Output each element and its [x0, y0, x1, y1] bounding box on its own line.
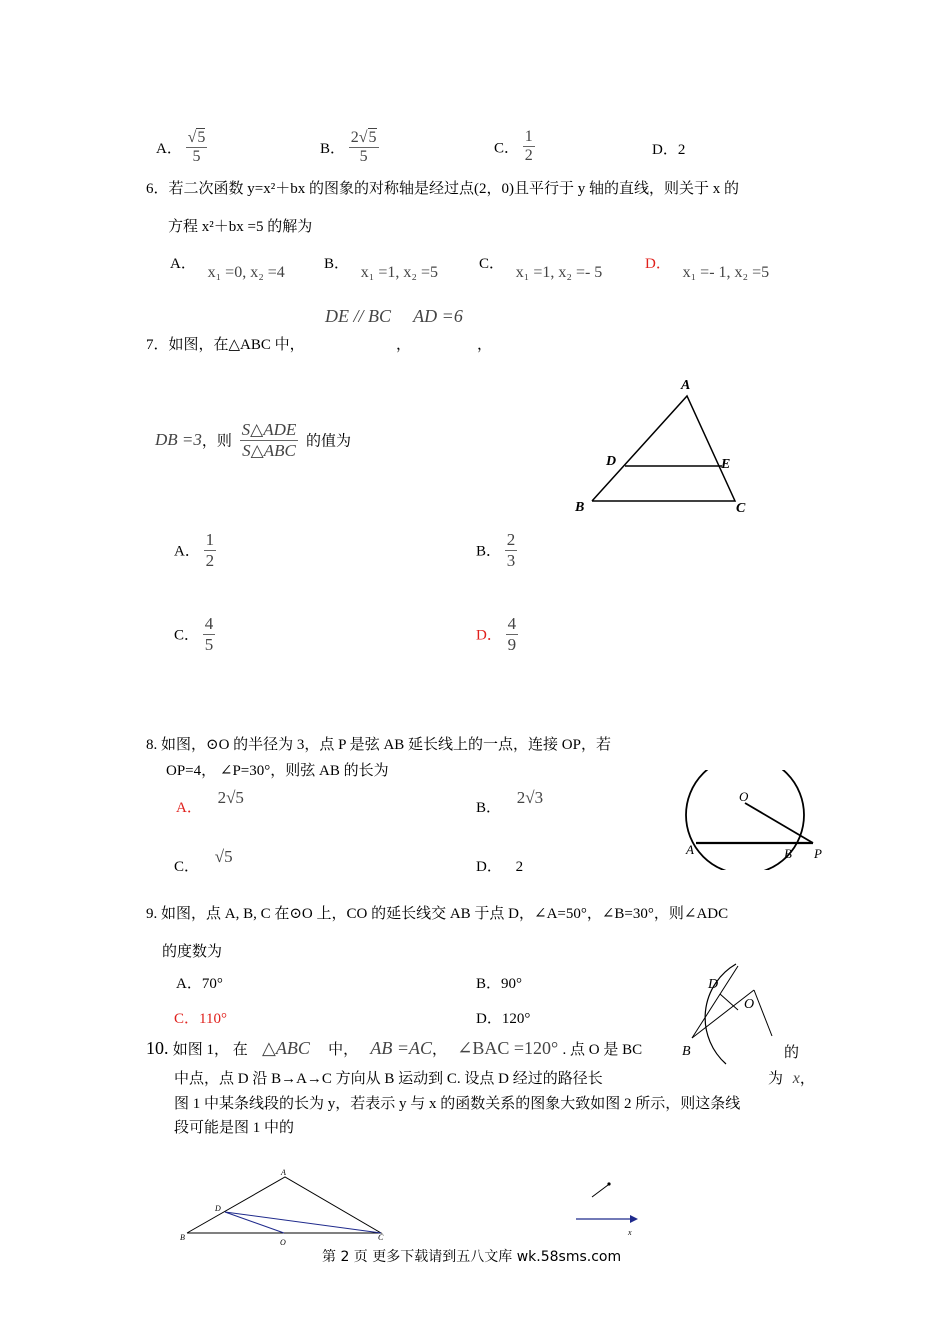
q7-a-label: A．: [174, 543, 200, 560]
q5-c-fraction: $\frac{1}{2}$: [524, 128, 533, 165]
q7-comma2: ，: [477, 337, 493, 353]
q8-d-text: 2: [515, 859, 524, 875]
q10-fig1-label-o: O: [280, 1238, 286, 1247]
q10-figure-2: [570, 1175, 650, 1240]
q10-wei: [768, 1067, 815, 1088]
q10-angle: ∠BAC =120°: [457, 1038, 559, 1058]
q10-fig1-label-b: B: [180, 1233, 185, 1242]
q10-number: 10.: [146, 1038, 169, 1058]
q9-option-a: [176, 972, 223, 993]
q8-b-text: 2√3: [516, 788, 544, 807]
q7-label-e: E: [721, 457, 731, 472]
q6-c-text: x₁ =1, x₂ =- 5: [515, 264, 603, 281]
q9-a-text: 70°: [201, 976, 223, 992]
q9-option-c: [174, 1007, 227, 1028]
q8-a-text: 2√5: [217, 788, 244, 807]
q10-fig1-label-c: C: [378, 1233, 384, 1242]
q8-option-d: [476, 855, 523, 876]
q7-condition: DE // BC AD =6: [325, 306, 463, 326]
q7-label-c: C: [736, 501, 746, 516]
q7-stem-line1: 7．如图，在△ABC 中，: [146, 337, 305, 353]
q8-label-o: O: [739, 789, 749, 804]
q9-option-d: [476, 1007, 530, 1028]
q9-label-b: B: [682, 1044, 691, 1059]
q5-a-label: A．: [156, 140, 182, 157]
q7-ratio-numerator: S△ADE: [241, 420, 297, 439]
q8-c-text: √5: [214, 847, 233, 866]
q9-d-text: 120°: [501, 1011, 531, 1027]
q9-c-text: 110°: [199, 1011, 227, 1027]
q8-label-p: P: [814, 846, 822, 861]
q9-stem-line2: 的度数为: [162, 944, 223, 960]
q6-option-a: [170, 252, 285, 281]
q9-c-label: C．: [174, 1011, 200, 1027]
q6-a-text: x₁ =0, x₂ =4: [207, 264, 285, 281]
q10-triangle: △ABC: [262, 1038, 310, 1058]
q10-line3: 图 1 中某条线段的长为 y，若表示 y 与 x 的函数关系的图象大致如图 2 所示，则这条线: [174, 1096, 741, 1112]
q5-option-c: [494, 128, 535, 166]
q9-d-label: D．: [476, 1011, 502, 1027]
q8-a-label: A．: [176, 800, 202, 816]
q6-b-text: x₁ =1, x₂ =5: [360, 264, 438, 281]
q9-label-d: D: [708, 977, 719, 992]
q10-line4: 段可能是图 1 中的: [174, 1120, 295, 1136]
q8-stem-line1: 8. 如图，⊙O 的半径为 3，点 P 是弦 AB 延长线上的一点，连接 OP，若: [146, 737, 611, 753]
q6-stem-line2: 方程 x²＋bx =5 的解为: [168, 219, 313, 235]
q8-label-b: B: [784, 846, 792, 861]
q6-d-label: D．: [645, 256, 671, 272]
q5-option-b: [320, 128, 379, 167]
q6-a-label: A．: [170, 256, 196, 272]
q10-wei-text: 为: [768, 1071, 784, 1087]
q9-b-label: B．: [476, 976, 502, 992]
q7-d-fraction: $\frac{4}{9}$: [507, 614, 517, 654]
q5-a-fraction: $\frac{√5}{5}$: [187, 129, 206, 166]
q5-option-d: [652, 138, 685, 159]
q8-option-b: [476, 787, 544, 816]
q7-then: ，则: [201, 433, 232, 450]
q10-x: x: [792, 1070, 800, 1087]
q8-c-label: C．: [174, 859, 200, 875]
q7-stem-line2: [155, 420, 351, 460]
q7-option-a: [174, 530, 216, 570]
q7-comma1: ，: [396, 337, 412, 353]
q9-label-o: O: [744, 997, 755, 1012]
q5-b-label: B．: [320, 140, 346, 157]
q9-option-b: [476, 972, 522, 993]
q7-label-a: A: [681, 378, 691, 393]
q7-tail: 的值为: [306, 433, 352, 450]
q10-de: 的: [784, 1045, 800, 1061]
q10-fig2-x-label: x: [628, 1228, 632, 1237]
q5-d-label: D．: [652, 142, 678, 158]
q10-point-o: . 点 O 是 BC: [562, 1042, 643, 1058]
q10-zhong: 中，: [328, 1042, 359, 1058]
q9-a-label: A．: [176, 976, 202, 992]
q7-a-fraction: $\frac{1}{2}$: [205, 530, 215, 570]
q7-b-fraction: $\frac{2}{3}$: [506, 530, 516, 570]
q9-stem-line1: 9. 如图，点 A, B, C 在⊙O 上，CO 的延长线交 AB 于点 D，∠A=50°，∠B=30°，则∠ADC: [146, 906, 729, 922]
q6-d-text: x₁ =- 1, x₂ =5: [682, 264, 770, 281]
q7-label-b: B: [575, 500, 585, 515]
q8-stem-line2: OP=4， ∠P=30°，则弦 AB 的长为: [166, 763, 389, 779]
q8-circle-figure: [676, 770, 836, 870]
q5-b-fraction: $\frac{2√5}{5}$: [350, 129, 377, 166]
q8-b-label: B．: [476, 800, 502, 816]
q7-option-c: [174, 614, 215, 654]
q6-c-label: C．: [479, 256, 505, 272]
q7-option-d: [476, 614, 518, 654]
q10-fig1-label-a: A: [281, 1168, 286, 1177]
q7-db: DB =3: [155, 430, 202, 450]
q7-c-fraction: $\frac{4}{5}$: [204, 614, 214, 654]
q7-c-label: C．: [174, 627, 200, 644]
q7-d-label: D．: [476, 627, 502, 644]
q8-label-a: A: [686, 842, 694, 857]
q8-option-c: [174, 846, 233, 875]
q6-option-d: [645, 252, 770, 281]
q10-figure-1: [175, 1165, 395, 1250]
q10-comma2: ，: [799, 1071, 815, 1087]
q7-label-d: D: [606, 454, 617, 469]
q9-circle-figure: [676, 960, 786, 1065]
q6-stem-line1: 6．若二次函数 y=x²＋bx 的图象的对称轴是经过点(2，0)且平行于 y 轴的直线，则关于 x 的: [146, 181, 739, 197]
q6-b-label: B．: [324, 256, 350, 272]
q10-fig1-label-d: D: [215, 1204, 221, 1213]
q10-line1: [146, 1038, 642, 1059]
q8-d-label: D．: [476, 859, 502, 875]
q7-triangle-figure: [565, 372, 755, 522]
q5-d-value: 2: [677, 142, 686, 158]
q7-b-label: B．: [476, 543, 502, 560]
q6-option-b: [324, 252, 438, 281]
q8-option-a: [176, 787, 244, 816]
q9-b-text: 90°: [501, 976, 523, 992]
q5-c-label: C．: [494, 140, 520, 157]
q6-option-c: [479, 252, 603, 281]
page-footer: 第 2 页 更多下载请到五八文库 wk.58sms.com: [322, 1249, 622, 1265]
q10-intro: 如图 1， 在: [172, 1042, 248, 1058]
q10-comma: ，: [432, 1042, 448, 1058]
q5-option-a: [156, 128, 207, 167]
q7-area-ratio: [240, 420, 299, 460]
q7-option-b: [476, 530, 517, 570]
q10-line2: 中点，点 D 沿 B→A→C 方向从 B 运动到 C. 设点 D 经过的路径长: [174, 1071, 603, 1087]
q7-ratio-denominator: S△ABC: [242, 440, 296, 460]
q10-ab-ac: AB =AC: [370, 1038, 433, 1058]
